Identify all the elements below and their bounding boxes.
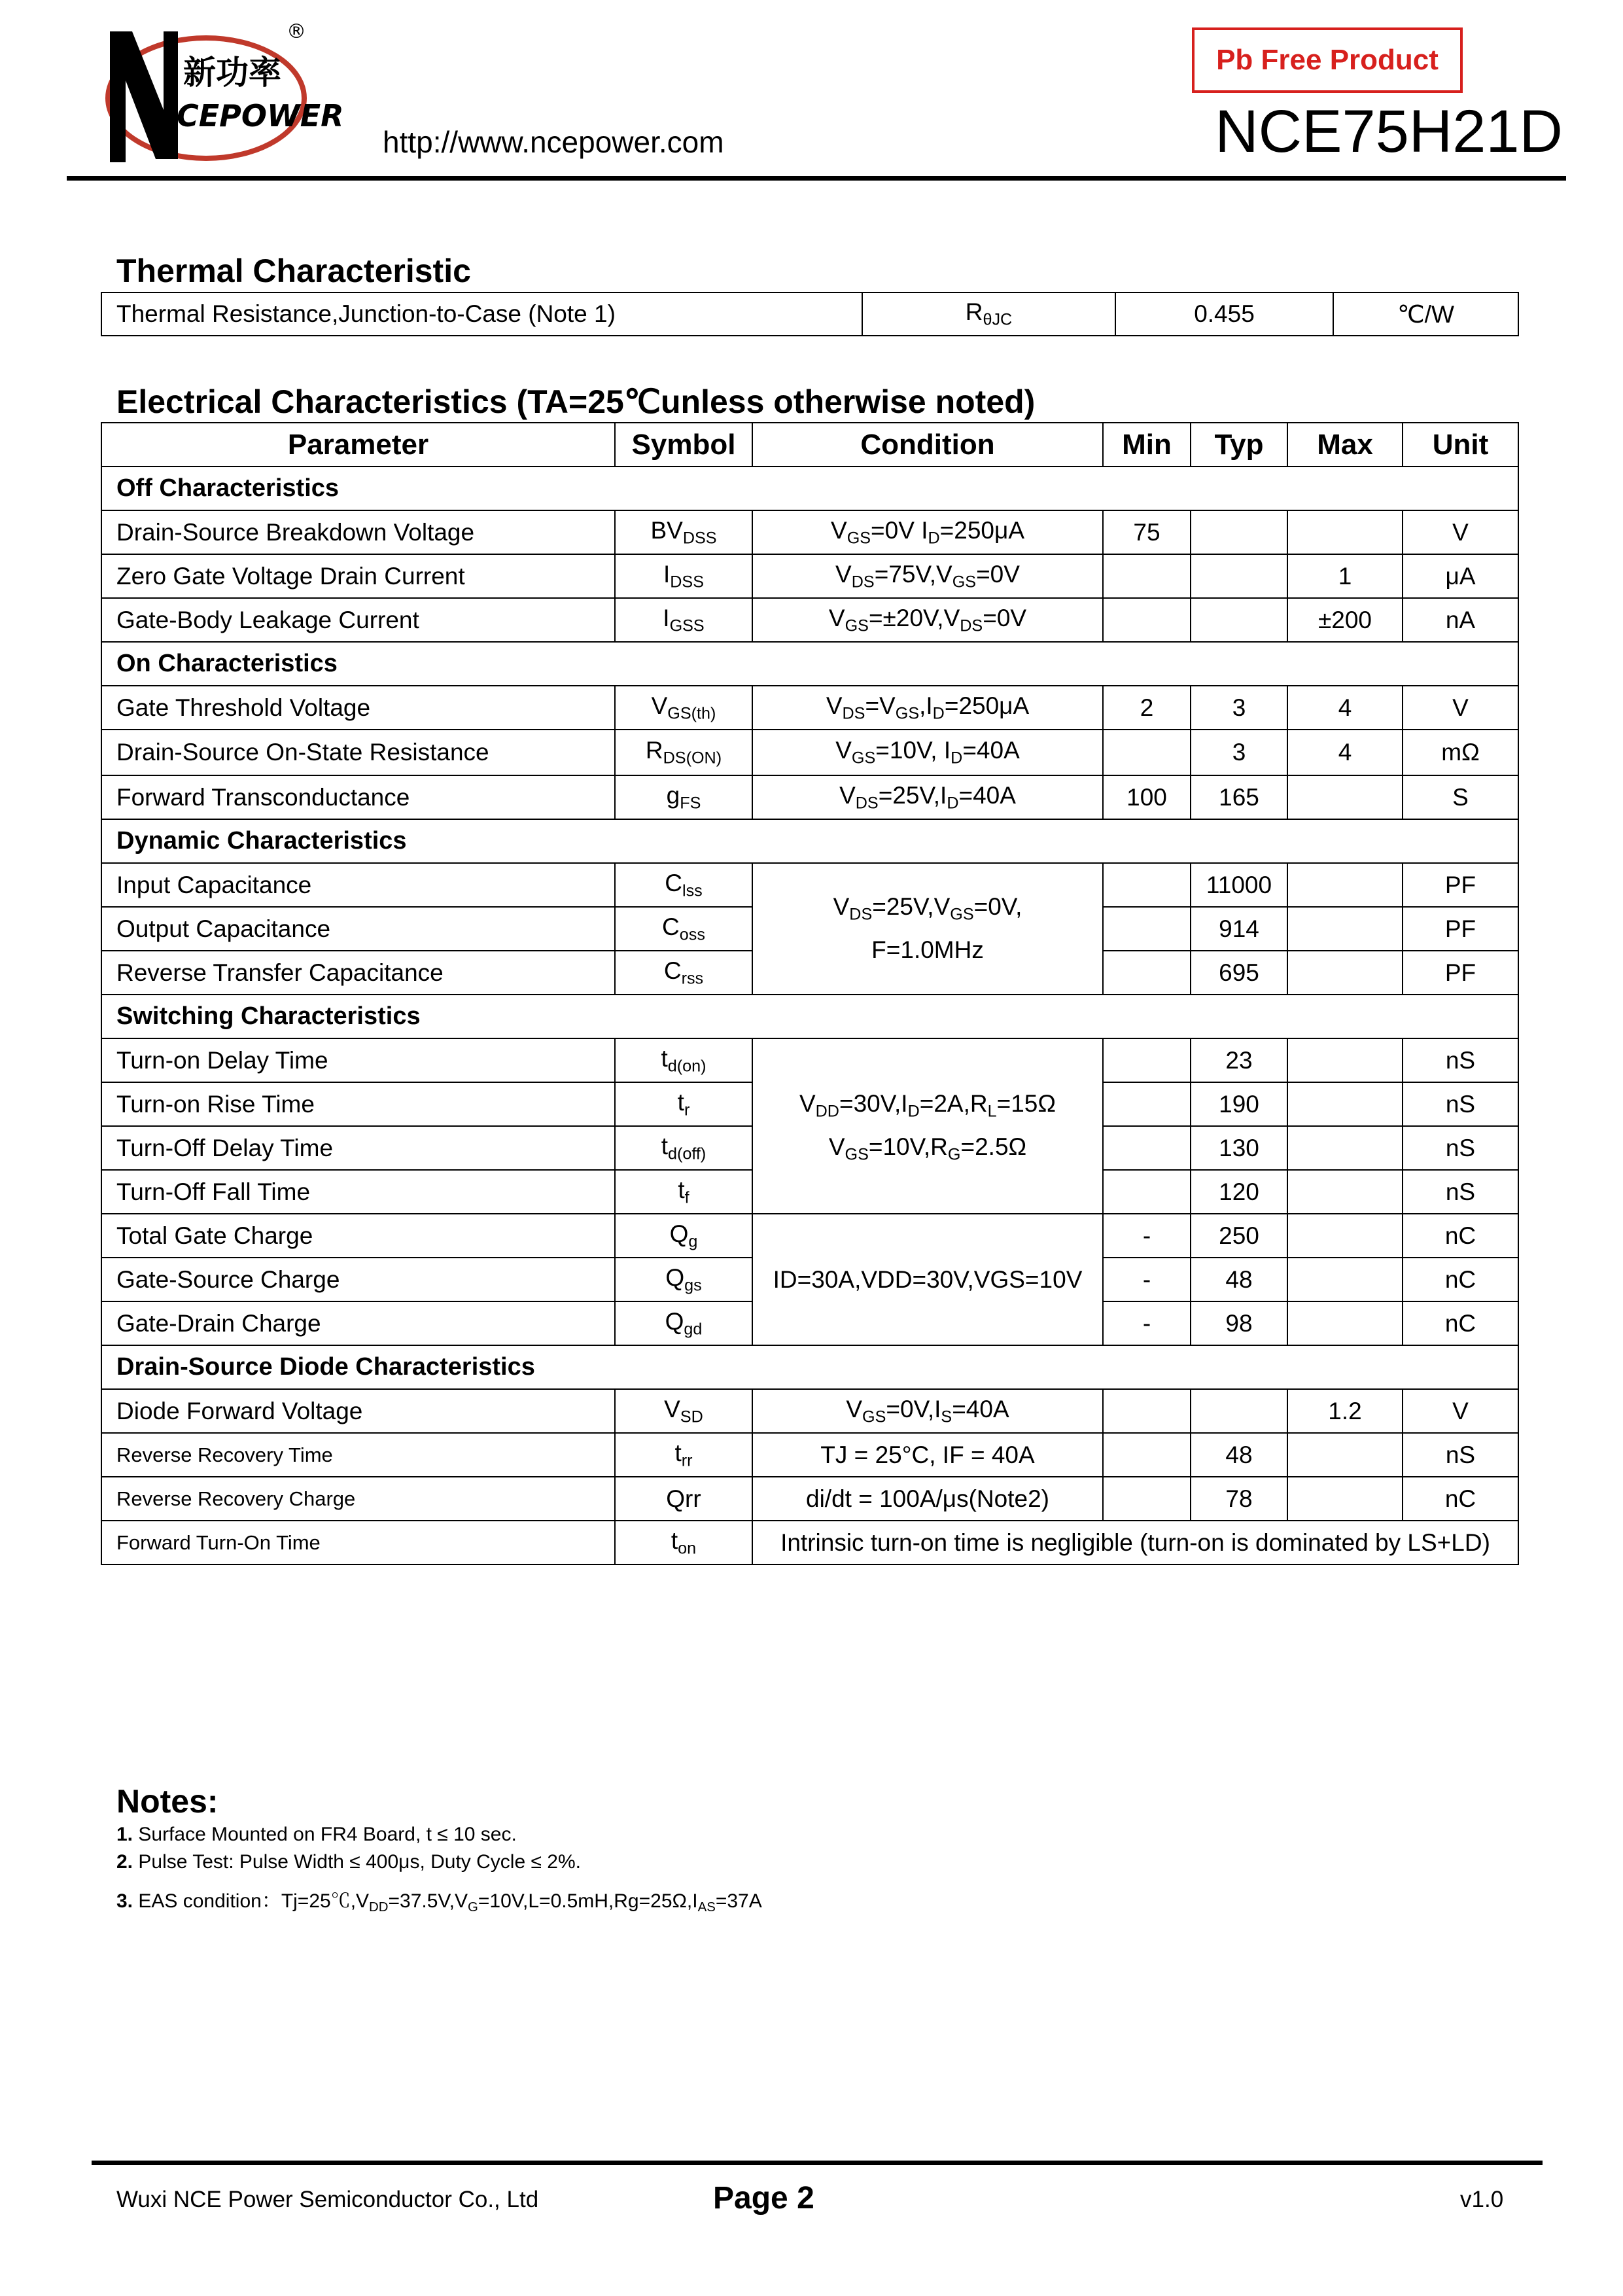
header-divider xyxy=(67,176,1566,181)
cond-vsd: $V_{GS}=0V,I_S=40A$ xyxy=(752,1389,1103,1433)
table-row xyxy=(101,1214,1518,1258)
unit-qgd: nC xyxy=(1403,1301,1518,1345)
typ-ciss: 11000 xyxy=(1191,863,1287,907)
unit-tf: nS xyxy=(1403,1170,1518,1214)
max-qg xyxy=(1287,1214,1403,1258)
thermal-section-title: Thermal Characteristic xyxy=(116,253,471,289)
category-off: Off Characteristics xyxy=(101,467,1518,510)
typ-trr: 48 xyxy=(1191,1433,1287,1477)
typ-igss xyxy=(1191,598,1287,642)
unit-crss: PF xyxy=(1403,951,1518,995)
ncepower-logo xyxy=(92,12,344,175)
typ-tdoff: 130 xyxy=(1191,1126,1287,1170)
category-switching: Switching Characteristics xyxy=(101,995,1518,1038)
max-tr xyxy=(1287,1082,1403,1126)
header-row xyxy=(101,423,1518,467)
table-row xyxy=(101,510,1518,554)
max-tf xyxy=(1287,1170,1403,1214)
logo-en-text: CEPOWER xyxy=(177,98,344,133)
typ-gfs: 165 xyxy=(1191,775,1287,819)
unit-bvdss: V xyxy=(1403,510,1518,554)
website-url[interactable]: http://www.ncepower.com xyxy=(383,125,724,159)
symbol-tf: $t_f$ xyxy=(615,1170,752,1214)
typ-vgsth: 3 xyxy=(1191,686,1287,730)
note-3: 3. EAS condition：$Tj=25℃,V_{DD}=37.5V,V_G=10V,L=0.5mH,Rg=25\Omega,I_{AS}=37A$ xyxy=(116,1890,762,1915)
symbol-qrr: Qrr xyxy=(615,1477,752,1521)
typ-vsd xyxy=(1191,1389,1287,1433)
param-igss: Gate-Body Leakage Current xyxy=(101,598,615,642)
max-qgs xyxy=(1287,1258,1403,1301)
cond-recovery-2: di/dt = 100A/μs(Note2) xyxy=(752,1477,1103,1521)
registered-mark: ® xyxy=(287,20,306,43)
symbol-coss: $C_{oss}$ xyxy=(615,907,752,951)
col-parameter: Parameter xyxy=(101,423,615,467)
thermal-symbol: $R_{\theta JC}$ xyxy=(862,292,1115,336)
param-qg: Total Gate Charge xyxy=(101,1214,615,1258)
param-rdson: Drain-Source On-State Resistance xyxy=(101,730,615,775)
col-max: Max xyxy=(1287,423,1403,467)
symbol-trr: $t_{rr}$ xyxy=(615,1433,752,1477)
typ-qgs: 48 xyxy=(1191,1258,1287,1301)
cond-vgsth: $V_{DS}=V_{GS},I_D=250\mu A$ xyxy=(752,686,1103,730)
cond-capacitance: $V_{DS}=25V,V_{GS}=0V$, F=1.0MHz xyxy=(752,863,1103,995)
symbol-vsd: $V_{SD}$ xyxy=(615,1389,752,1433)
unit-igss: nA xyxy=(1403,598,1518,642)
typ-idss xyxy=(1191,554,1287,598)
unit-vgsth: V xyxy=(1403,686,1518,730)
unit-trr: nS xyxy=(1403,1433,1518,1477)
unit-tdoff: nS xyxy=(1403,1126,1518,1170)
param-ton: Forward Turn-On Time xyxy=(101,1521,615,1564)
cond-gate-charge: ID=30A,VDD=30V,VGS=10V xyxy=(752,1214,1103,1345)
typ-tf: 120 xyxy=(1191,1170,1287,1214)
max-tdoff xyxy=(1287,1126,1403,1170)
table-row xyxy=(101,554,1518,598)
max-igss: ±200 xyxy=(1287,598,1403,642)
thermal-parameter: Thermal Resistance,Junction-to-Case (Note 1) xyxy=(101,292,862,336)
symbol-rdson: $R_{DS(ON)}$ xyxy=(615,730,752,775)
category-on: On Characteristics xyxy=(101,642,1518,686)
param-vgsth: Gate Threshold Voltage xyxy=(101,686,615,730)
logo-cn-text: 新功率 xyxy=(183,54,281,92)
max-qgd xyxy=(1287,1301,1403,1345)
min-qgd: - xyxy=(1103,1301,1191,1345)
table-row xyxy=(101,1433,1518,1477)
table-row xyxy=(101,730,1518,775)
symbol-qgd: $Q_{gd}$ xyxy=(615,1301,752,1345)
min-rdson xyxy=(1103,730,1191,775)
cond-recovery-1: TJ = 25°C, IF = 40A xyxy=(752,1433,1103,1477)
min-trr xyxy=(1103,1433,1191,1477)
symbol-tdon: $t_{d(on)}$ xyxy=(615,1038,752,1082)
max-ciss xyxy=(1287,863,1403,907)
max-vgsth: 4 xyxy=(1287,686,1403,730)
part-number: NCE75H21D xyxy=(1215,98,1563,165)
typ-rdson: 3 xyxy=(1191,730,1287,775)
typ-tdon: 23 xyxy=(1191,1038,1287,1082)
note-2: 2. Pulse Test: Pulse Width ≤ 400μs, Duty Cycle ≤ 2%. xyxy=(116,1851,581,1873)
param-ciss: Input Capacitance xyxy=(101,863,615,907)
symbol-igss: $I_{GSS}$ xyxy=(615,598,752,642)
param-tdon: Turn-on Delay Time xyxy=(101,1038,615,1082)
param-crss: Reverse Transfer Capacitance xyxy=(101,951,615,995)
param-idss: Zero Gate Voltage Drain Current xyxy=(101,554,615,598)
pb-free-badge: Pb Free Product xyxy=(1192,27,1463,93)
table-row xyxy=(101,598,1518,642)
min-qgs: - xyxy=(1103,1258,1191,1301)
electrical-section-title: Electrical Characteristics (TA=25℃unless otherwise noted) xyxy=(116,383,1036,420)
notes-title: Notes: xyxy=(116,1783,218,1820)
min-qg: - xyxy=(1103,1214,1191,1258)
typ-crss: 695 xyxy=(1191,951,1287,995)
min-bvdss: 75 xyxy=(1103,510,1191,554)
param-gfs: Forward Transconductance xyxy=(101,775,615,819)
unit-qrr: nC xyxy=(1403,1477,1518,1521)
footer-divider xyxy=(92,2161,1543,2165)
symbol-gfs: $g_{FS}$ xyxy=(615,775,752,819)
symbol-crss: $C_{rss}$ xyxy=(615,951,752,995)
unit-tr: nS xyxy=(1403,1082,1518,1126)
typ-coss: 914 xyxy=(1191,907,1287,951)
max-qrr xyxy=(1287,1477,1403,1521)
min-tdoff xyxy=(1103,1126,1191,1170)
symbol-ton: $t_{on}$ xyxy=(615,1521,752,1564)
symbol-tdoff: $t_{d(off)}$ xyxy=(615,1126,752,1170)
param-qgs: Gate-Source Charge xyxy=(101,1258,615,1301)
typ-qrr: 78 xyxy=(1191,1477,1287,1521)
param-tf: Turn-Off Fall Time xyxy=(101,1170,615,1214)
document-version: v1.0 xyxy=(1460,2187,1504,2212)
symbol-tr: $t_r$ xyxy=(615,1082,752,1126)
min-tdon xyxy=(1103,1038,1191,1082)
table-row xyxy=(101,686,1518,730)
symbol-qgs: $Q_{gs}$ xyxy=(615,1258,752,1301)
max-tdon xyxy=(1287,1038,1403,1082)
typ-bvdss xyxy=(1191,510,1287,554)
col-condition: Condition xyxy=(752,423,1103,467)
table-row xyxy=(101,1038,1518,1082)
company-name: Wuxi NCE Power Semiconductor Co., Ltd xyxy=(116,2187,539,2212)
param-vsd: Diode Forward Voltage xyxy=(101,1389,615,1433)
min-coss xyxy=(1103,907,1191,951)
table-row xyxy=(101,863,1518,907)
symbol-idss: $I_{DSS}$ xyxy=(615,554,752,598)
max-bvdss xyxy=(1287,510,1403,554)
thermal-table xyxy=(101,292,1519,336)
thermal-value: 0.455 xyxy=(1115,292,1333,336)
typ-qg: 250 xyxy=(1191,1214,1287,1258)
note-1: 1. Surface Mounted on FR4 Board, t ≤ 10 sec. xyxy=(116,1824,517,1845)
param-qrr: Reverse Recovery Charge xyxy=(101,1477,615,1521)
cond-gfs: $V_{DS}=25V,I_D=40A$ xyxy=(752,775,1103,819)
symbol-ciss: $C_{lss}$ xyxy=(615,863,752,907)
unit-qg: nC xyxy=(1403,1214,1518,1258)
param-bvdss: Drain-Source Breakdown Voltage xyxy=(101,510,615,554)
col-min: Min xyxy=(1103,423,1191,467)
typ-qgd: 98 xyxy=(1191,1301,1287,1345)
symbol-bvdss: $BV_{DSS}$ xyxy=(615,510,752,554)
max-idss: 1 xyxy=(1287,554,1403,598)
thermal-unit: ℃/W xyxy=(1333,292,1518,336)
max-vsd: 1.2 xyxy=(1287,1389,1403,1433)
symbol-qg: $Q_g$ xyxy=(615,1214,752,1258)
electrical-table xyxy=(101,422,1519,1565)
unit-qgs: nC xyxy=(1403,1258,1518,1301)
param-tdoff: Turn-Off Delay Time xyxy=(101,1126,615,1170)
min-idss xyxy=(1103,554,1191,598)
cond-ton: Intrinsic turn-on time is negligible (turn-on is dominated by LS+LD) xyxy=(752,1521,1518,1564)
col-unit: Unit xyxy=(1403,423,1518,467)
min-qrr xyxy=(1103,1477,1191,1521)
min-gfs: 100 xyxy=(1103,775,1191,819)
table-row xyxy=(101,775,1518,819)
table-row xyxy=(101,1477,1518,1521)
max-rdson: 4 xyxy=(1287,730,1403,775)
max-trr xyxy=(1287,1433,1403,1477)
max-crss xyxy=(1287,951,1403,995)
min-tr xyxy=(1103,1082,1191,1126)
min-vgsth: 2 xyxy=(1103,686,1191,730)
unit-vsd: V xyxy=(1403,1389,1518,1433)
min-ciss xyxy=(1103,863,1191,907)
param-coss: Output Capacitance xyxy=(101,907,615,951)
cond-rdson: $V_{GS}=10V$, $I_D=40A$ xyxy=(752,730,1103,775)
col-symbol: Symbol xyxy=(615,423,752,467)
cond-bvdss: $V_{GS}=0V$ $I_D=250\mu A$ xyxy=(752,510,1103,554)
symbol-vgsth: $V_{GS(th)}$ xyxy=(615,686,752,730)
min-vsd xyxy=(1103,1389,1191,1433)
min-tf xyxy=(1103,1170,1191,1214)
min-igss xyxy=(1103,598,1191,642)
param-tr: Turn-on Rise Time xyxy=(101,1082,615,1126)
col-typ: Typ xyxy=(1191,423,1287,467)
thermal-row xyxy=(101,292,1518,336)
cond-switching: $V_{DD}=30V,I_D=2A,R_L=15\Omega$ $V_{GS}=10V,R_G=2.5\Omega$ xyxy=(752,1038,1103,1214)
unit-idss: μA xyxy=(1403,554,1518,598)
unit-gfs: S xyxy=(1403,775,1518,819)
cond-idss: $V_{DS}=75V,V_{GS}=0V$ xyxy=(752,554,1103,598)
unit-coss: PF xyxy=(1403,907,1518,951)
category-dynamic: Dynamic Characteristics xyxy=(101,819,1518,863)
page-number: Page 2 xyxy=(713,2181,814,2216)
unit-rdson: mΩ xyxy=(1403,730,1518,775)
unit-tdon: nS xyxy=(1403,1038,1518,1082)
table-row xyxy=(101,1521,1518,1564)
unit-ciss: PF xyxy=(1403,863,1518,907)
typ-tr: 190 xyxy=(1191,1082,1287,1126)
param-trr: Reverse Recovery Time xyxy=(101,1433,615,1477)
param-qgd: Gate-Drain Charge xyxy=(101,1301,615,1345)
category-diode: Drain-Source Diode Characteristics xyxy=(101,1345,1518,1389)
cond-igss: $V_{GS}=\pm 20V,V_{DS}=0V$ xyxy=(752,598,1103,642)
max-gfs xyxy=(1287,775,1403,819)
min-crss xyxy=(1103,951,1191,995)
max-coss xyxy=(1287,907,1403,951)
table-row xyxy=(101,1389,1518,1433)
